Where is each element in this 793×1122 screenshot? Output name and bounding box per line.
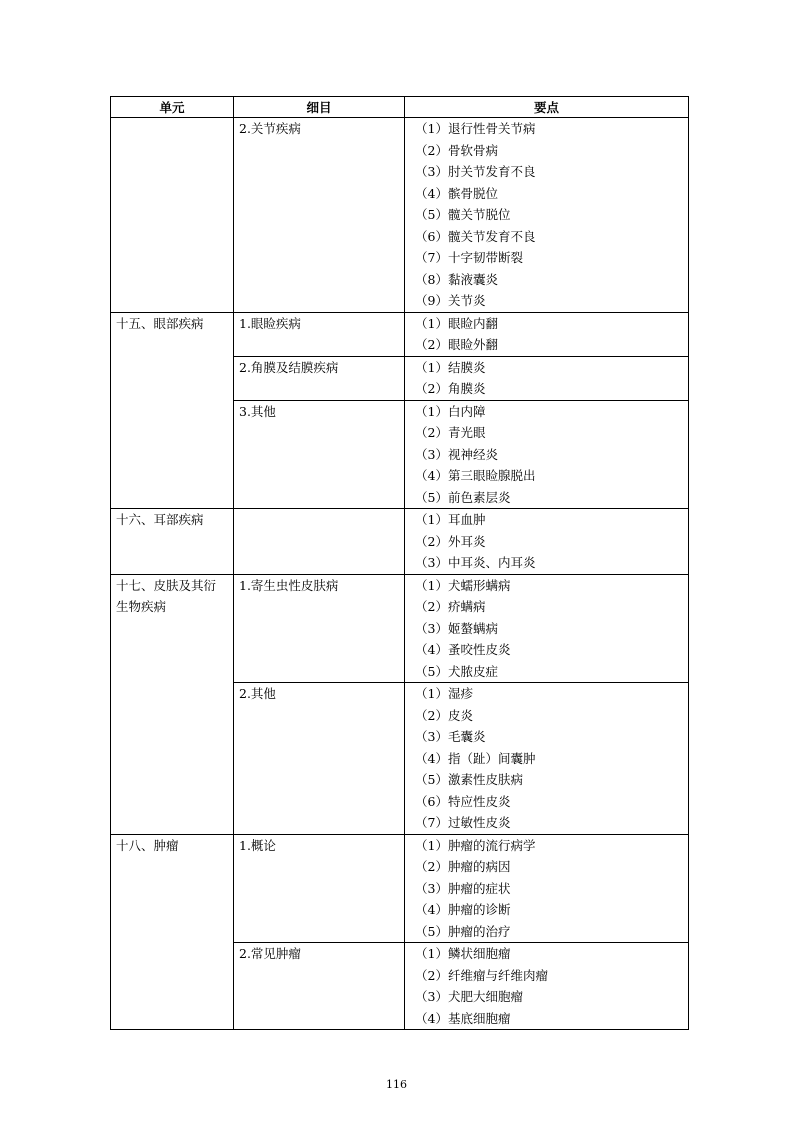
header-row: [111, 97, 689, 118]
points-list: [405, 509, 688, 574]
point-item: （7）十字韧带断裂: [415, 250, 523, 265]
points-list: [405, 683, 688, 834]
point-item: （3）肿瘤的症状: [415, 880, 511, 896]
point-item: （1）肿瘤的流行病学: [415, 837, 536, 853]
point-item: （3）毛囊炎: [415, 729, 486, 744]
page-number: 116: [386, 1078, 407, 1091]
point-item: （2）皮炎: [415, 707, 473, 723]
point-item: （1）犬蠕形螨病: [415, 577, 511, 593]
point-item: （5）犬脓皮症: [415, 663, 498, 679]
points-cell: [405, 118, 689, 313]
item-cell: [234, 834, 405, 943]
point-item: （5）肿瘤的治疗: [415, 923, 511, 939]
point-item: （9）关节炎: [415, 293, 486, 308]
unit-label: 十八、肿瘤: [116, 837, 179, 853]
point-item: （7）过敏性皮炎: [415, 815, 511, 830]
points-cell: [405, 509, 689, 575]
point-item: （4）第三眼睑腺脱出: [415, 468, 536, 483]
points-cell: [405, 943, 689, 1030]
point-item: （3）姬螯螨病: [415, 620, 498, 636]
points-cell: [405, 312, 689, 356]
item-label: 1.眼睑疾病: [239, 315, 301, 331]
points-list: [405, 313, 688, 356]
point-item: （8）黏液囊炎: [415, 271, 498, 287]
point-item: （1）鳞状细胞瘤: [415, 946, 511, 961]
points-cell: [405, 574, 689, 683]
item-cell: [234, 509, 405, 575]
point-item: （2）肿瘤的病因: [415, 859, 511, 874]
point-item: （1）退行性骨关节病: [415, 121, 536, 136]
table-row: [111, 312, 689, 356]
point-item: （1）结膜炎: [415, 359, 486, 375]
point-item: （2）角膜炎: [415, 381, 486, 396]
outline-table: [110, 96, 689, 1030]
item-label: 1.概论: [239, 837, 276, 853]
point-item: （5）前色素层炎: [415, 489, 511, 505]
point-item: （4）基底细胞瘤: [415, 1010, 511, 1026]
header-item: 细目: [234, 97, 405, 118]
unit-cell: [111, 312, 234, 509]
point-item: （2）青光眼: [415, 425, 486, 440]
points-cell: [405, 400, 689, 509]
point-item: （1）白内障: [415, 403, 486, 419]
item-cell: [234, 683, 405, 835]
point-item: （3）视神经炎: [415, 446, 498, 462]
unit-cell: [111, 118, 234, 313]
item-cell: [234, 356, 405, 400]
unit-label: 十六、耳部疾病: [116, 512, 204, 527]
item-label: 2.常见肿瘤: [239, 946, 301, 961]
point-item: （5）激素性皮肤病: [415, 772, 523, 787]
point-item: （2）纤维瘤与纤维肉瘤: [415, 967, 548, 983]
points-list: [405, 401, 688, 509]
point-item: （6）特应性皮炎: [415, 793, 511, 809]
points-list: [405, 835, 688, 943]
points-cell: [405, 356, 689, 400]
header-unit: 单元: [111, 97, 234, 118]
item-cell: [234, 400, 405, 509]
point-item: （4）蚤咬性皮炎: [415, 642, 511, 657]
point-item: （4）髌骨脱位: [415, 185, 498, 201]
unit-cell: [111, 834, 234, 1030]
table-row: [111, 118, 689, 313]
points-list: [405, 357, 688, 400]
item-label: 2.关节疾病: [239, 121, 301, 136]
points-list: [405, 575, 688, 683]
item-cell: [234, 574, 405, 683]
unit-label: 十五、眼部疾病: [116, 315, 204, 331]
point-item: （1）耳血肿: [415, 512, 486, 527]
point-item: （4）指（趾）间囊肿: [415, 750, 536, 766]
header-points: 要点: [405, 97, 689, 118]
item-label: 2.其他: [239, 686, 276, 701]
item-cell: [234, 312, 405, 356]
point-item: （2）眼睑外翻: [415, 337, 498, 352]
item-label: 1.寄生虫性皮肤病: [239, 577, 339, 593]
unit-cell: [111, 574, 234, 834]
unit-cell: [111, 509, 234, 575]
table-row: [111, 834, 689, 943]
points-list: [405, 118, 688, 312]
item-label: 3.其他: [239, 403, 276, 419]
points-cell: [405, 683, 689, 835]
item-label: 2.角膜及结膜疾病: [239, 359, 339, 375]
point-item: （1）湿疹: [415, 686, 473, 701]
table-row: [111, 509, 689, 575]
item-cell: [234, 118, 405, 313]
table-row: [111, 574, 689, 683]
point-item: （2）疥螨病: [415, 599, 486, 614]
point-item: （3）肘关节发育不良: [415, 164, 536, 179]
point-item: （5）髋关节脱位: [415, 207, 511, 222]
point-item: （3）中耳炎、内耳炎: [415, 555, 536, 570]
points-list: [405, 943, 688, 1029]
point-item: （2）外耳炎: [415, 533, 486, 549]
point-item: （4）肿瘤的诊断: [415, 902, 511, 917]
item-cell: [234, 943, 405, 1030]
point-item: （2）骨软骨病: [415, 142, 498, 158]
point-item: （3）犬肥大细胞瘤: [415, 989, 523, 1004]
unit-label: 十七、皮肤及其衍生物疾病: [116, 577, 217, 614]
point-item: （6）髋关节发育不良: [415, 228, 536, 244]
point-item: （1）眼睑内翻: [415, 315, 498, 331]
points-cell: [405, 834, 689, 943]
